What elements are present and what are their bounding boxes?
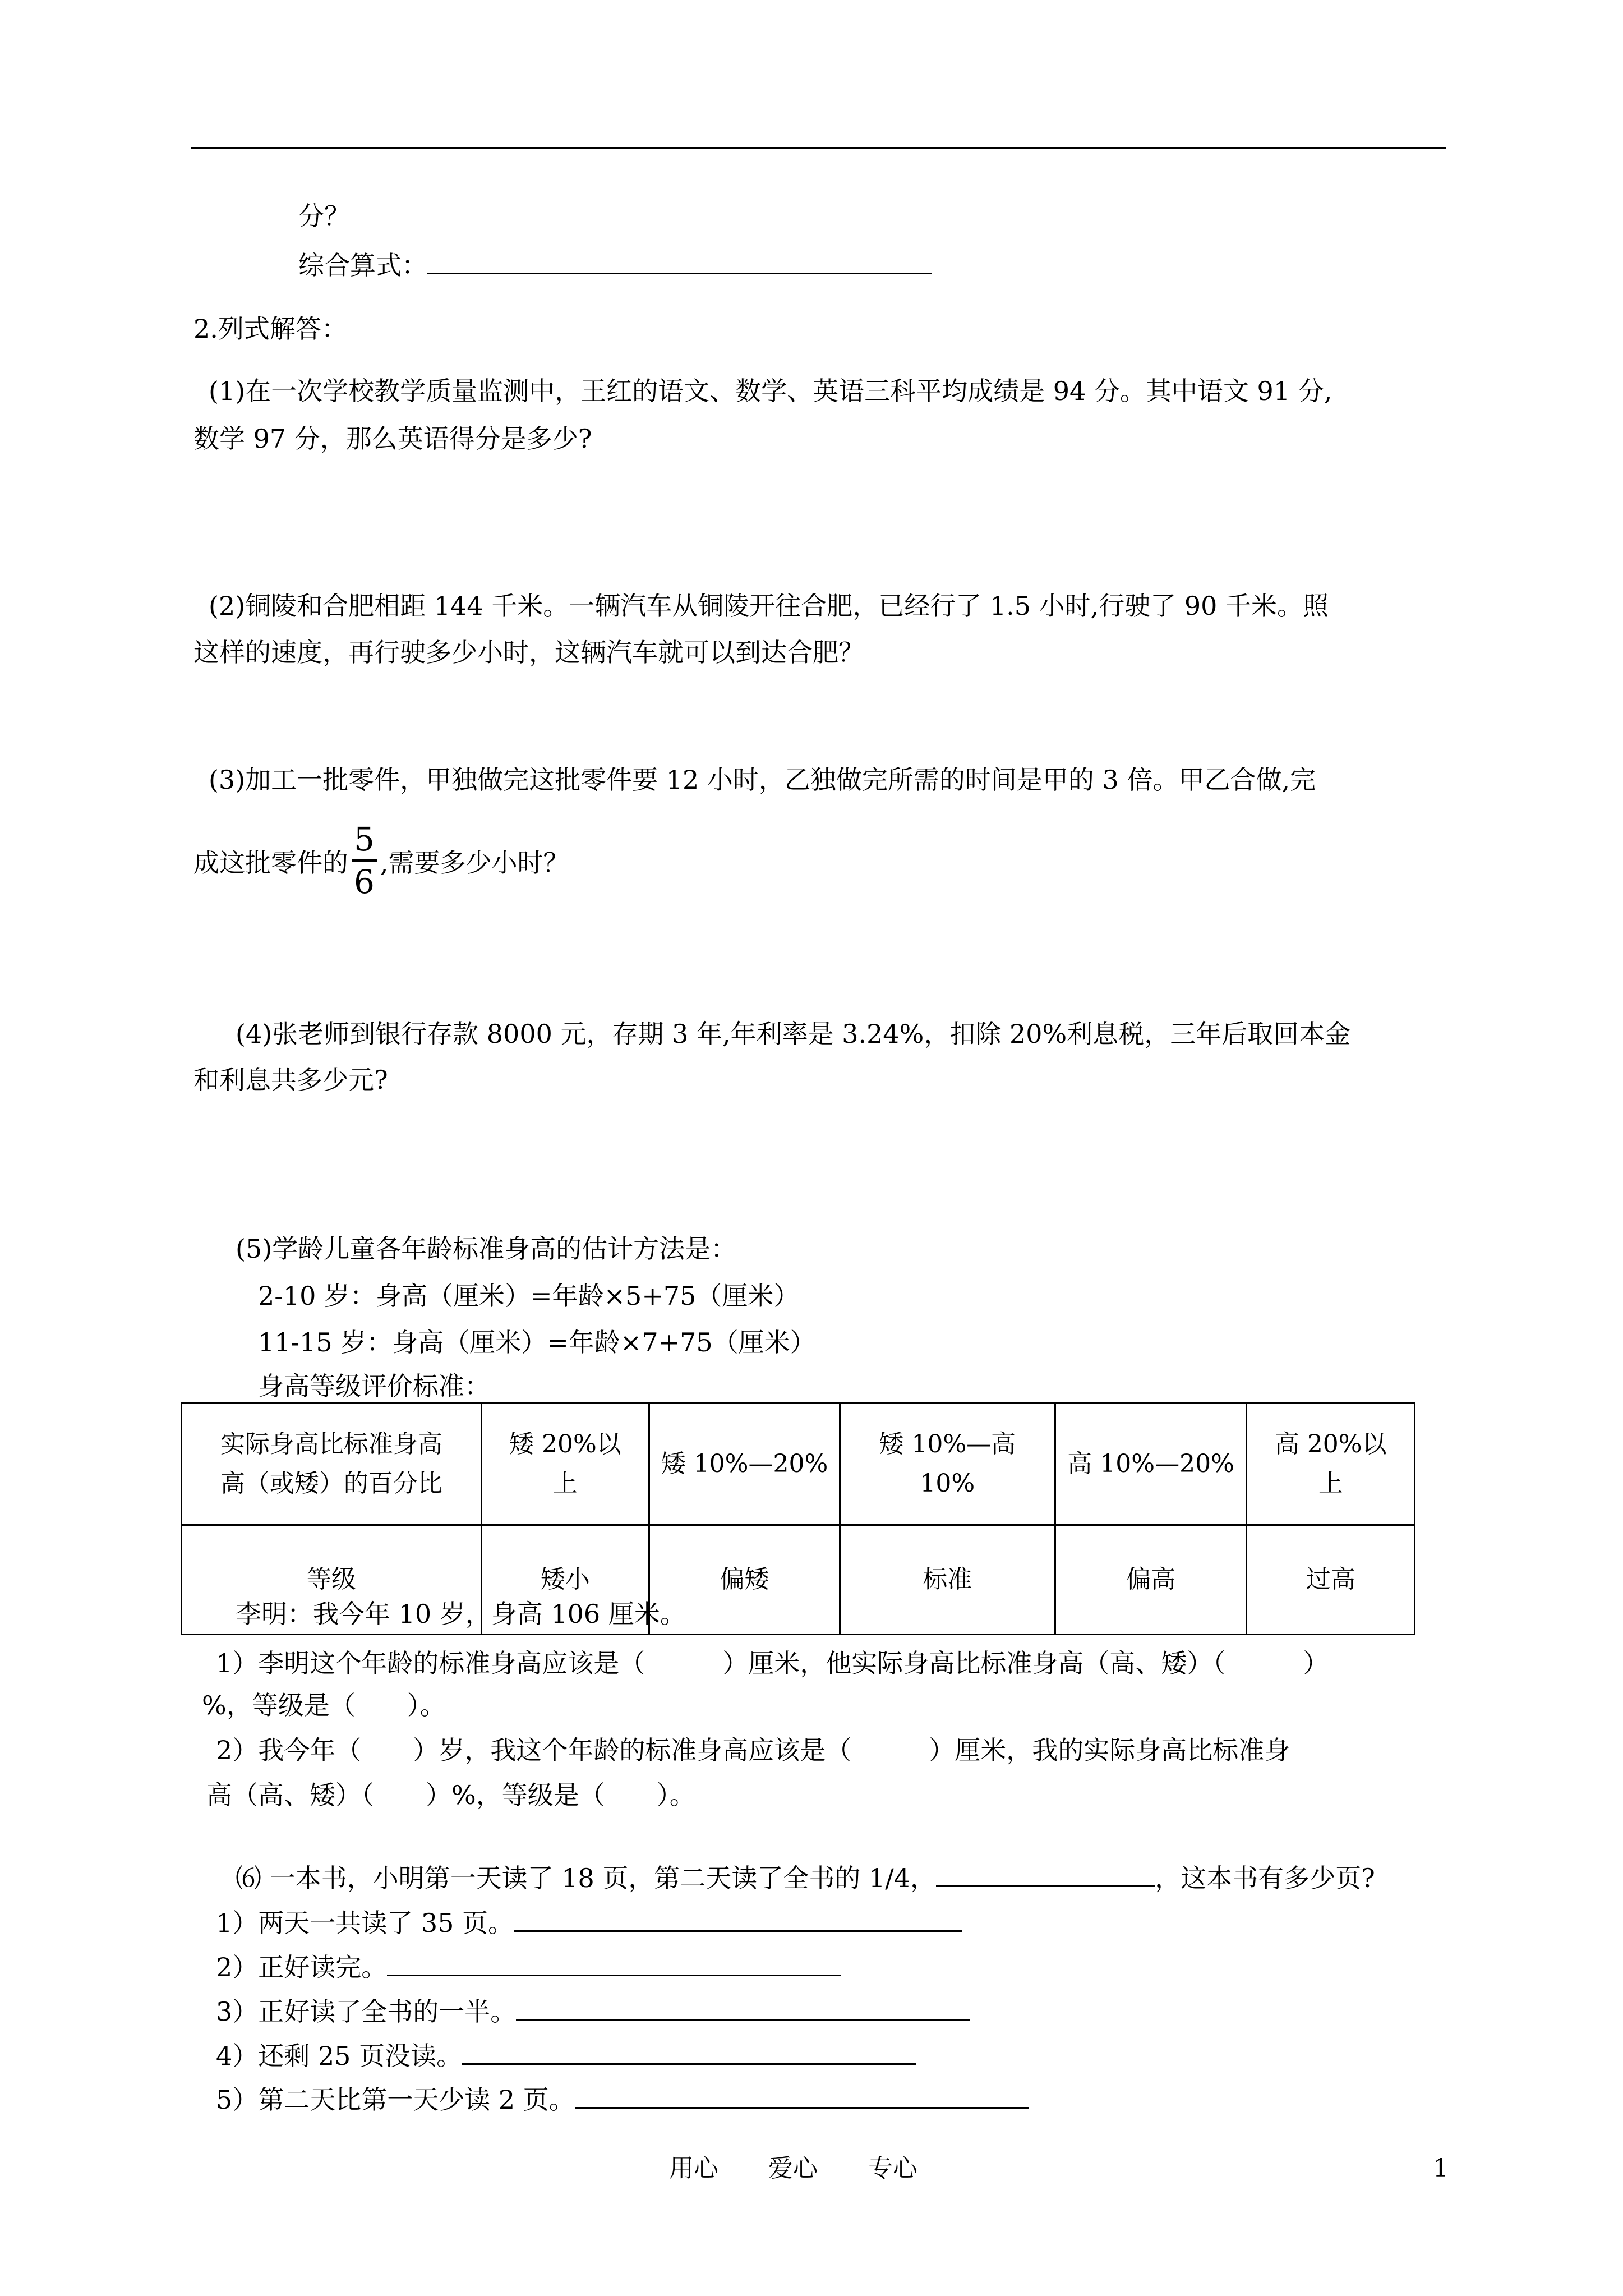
cell-text: 矮 10%—20% — [661, 1450, 828, 1478]
table-cell-grade: 矮小 — [481, 1525, 649, 1635]
cell-text: 10% — [920, 1469, 975, 1498]
footer-motto-3: 专心 — [868, 2154, 917, 2183]
table-row-percent — [182, 1404, 1415, 1525]
combined-formula-blank[interactable] — [427, 248, 932, 274]
cell-text: 矮 20%以 — [509, 1430, 621, 1458]
q5-liming: 李明：我今年 10 岁，身高 106 厘米。 — [236, 1599, 686, 1629]
q4-line2: 和利息共多少元? — [193, 1065, 388, 1095]
q6-item-blank[interactable] — [575, 2082, 1029, 2109]
cell-text: 高 20%以 — [1274, 1430, 1387, 1458]
q5-sub1-line1: 1）李明这个年龄的标准身高应该是（ ）厘米，他实际身高比标准身高（高、矮）（ ） — [216, 1648, 1329, 1678]
q6-item-text: 5）第二天比第一天少读 2 页。 — [216, 2085, 575, 2115]
table-cell-tall10-20 — [1055, 1404, 1247, 1525]
fraction-five-sixths — [352, 819, 377, 902]
q6-item-blank[interactable] — [387, 1950, 841, 1976]
cell-text: 实际身高比标准身高 — [220, 1430, 442, 1458]
footer-motto-2: 爱心 — [768, 2154, 818, 2183]
q5-rule-11-15: 11-15 岁：身高（厘米）=年龄×7+75（厘米） — [258, 1327, 816, 1358]
q6-item-text: 1）两天一共读了 35 页。 — [216, 1908, 514, 1938]
q6-item-blank[interactable] — [462, 2039, 916, 2065]
table-cell-grade: 标准 — [840, 1525, 1055, 1635]
q6-item-blank[interactable] — [516, 1994, 970, 2021]
q6-item-text: 4）还剩 25 页没读。 — [216, 2041, 463, 2071]
q3-line2-post: ,需要多少小时？ — [380, 848, 569, 878]
q6-condition-blank[interactable] — [936, 1861, 1155, 1887]
q6-item-3 — [216, 1994, 970, 2028]
q5-intro: (5)学龄儿童各年龄标准身高的估计方法是： — [236, 1234, 737, 1264]
table-cell-grade: 偏矮 — [649, 1525, 840, 1635]
table-cell-short20-above — [481, 1404, 649, 1525]
cell-text: 上 — [1318, 1469, 1343, 1498]
combined-formula-label: 综合算式： — [298, 250, 427, 280]
table-cell-grade-label: 等级 — [182, 1525, 482, 1635]
q6-line1-pre: ⑹ 一本书，小明第一天读了 18 页，第二天读了全书的 1/4， — [236, 1863, 937, 1893]
q3-line2-pre: 成这批零件的 — [193, 848, 348, 878]
q6-item-text: 2）正好读完。 — [216, 1952, 388, 1982]
q1-line2: 数学 97 分，那么英语得分是多少? — [193, 424, 592, 454]
q5-rule-2-10: 2-10 岁：身高（厘米）=年龄×5+75（厘米） — [258, 1281, 800, 1311]
q5-standard-title: 身高等级评价标准： — [258, 1371, 490, 1401]
q3-line2 — [193, 820, 569, 907]
q6-line1-post: ，这本书有多少页? — [1155, 1863, 1375, 1893]
combined-formula-row — [298, 248, 932, 282]
fraction-numerator: 5 — [352, 819, 377, 862]
q3-line1: (3)加工一批零件，甲独做完这批零件要 12 小时，乙独做完所需的时间是甲的 3 倍。甲乙合做,完 — [209, 765, 1316, 795]
q5-sub2-line2: 高（高、矮）（ ）%，等级是（ ）。 — [206, 1780, 695, 1810]
table-cell-short10-tall10 — [840, 1404, 1055, 1525]
footer-motto-1: 用心 — [669, 2154, 718, 2183]
table-cell-short10-20 — [649, 1404, 840, 1525]
q5-sub2-line1: 2）我今年（ ）岁，我这个年龄的标准身高应该是（ ）厘米，我的实际身高比标准身 — [216, 1735, 1290, 1765]
q1-line1: (1)在一次学校教学质量监测中，王红的语文、数学、英语三科平均成绩是 94 分。其中语文 91 分, — [209, 376, 1332, 406]
table-cell-tall20-above — [1247, 1404, 1415, 1525]
section2-title: 2.列式解答： — [193, 314, 347, 344]
q6-item-text: 3）正好读了全书的一半。 — [216, 1996, 517, 2027]
q2-line2: 这样的速度，再行驶多少小时，这辆汽车就可以到达合肥？ — [193, 637, 864, 668]
q6-item-4 — [216, 2039, 916, 2073]
table-cell-header — [182, 1404, 482, 1525]
table-cell-grade: 偏高 — [1055, 1525, 1247, 1635]
q4-line1: (4)张老师到银行存款 8000 元，存期 3 年,年利率是 3.24%，扣除 20%利息税，三年后取回本金 — [236, 1019, 1351, 1049]
intro-fen: 分？ — [298, 201, 350, 231]
q6-item-5 — [216, 2082, 1029, 2116]
q6-item-2 — [216, 1950, 841, 1984]
q6-line1 — [236, 1861, 1375, 1895]
header-rule — [191, 147, 1446, 149]
q2-line1: (2)铜陵和合肥相距 144 千米。一辆汽车从铜陵开往合肥，已经行了 1.5 小时,行驶了 90 千米。照 — [209, 591, 1329, 621]
cell-text: 高（或矮）的百分比 — [220, 1469, 442, 1498]
q6-item-1 — [216, 1906, 962, 1940]
fraction-denominator: 6 — [354, 863, 375, 901]
table-cell-grade: 过高 — [1247, 1525, 1415, 1635]
page-number: 1 — [1433, 2154, 1449, 2183]
q5-sub1-line2: %，等级是（ ）。 — [202, 1690, 446, 1720]
cell-text: 高 10%—20% — [1067, 1450, 1234, 1478]
cell-text: 上 — [552, 1469, 578, 1498]
q6-item-blank[interactable] — [514, 1906, 962, 1932]
cell-text: 矮 10%—高 — [879, 1430, 1016, 1458]
